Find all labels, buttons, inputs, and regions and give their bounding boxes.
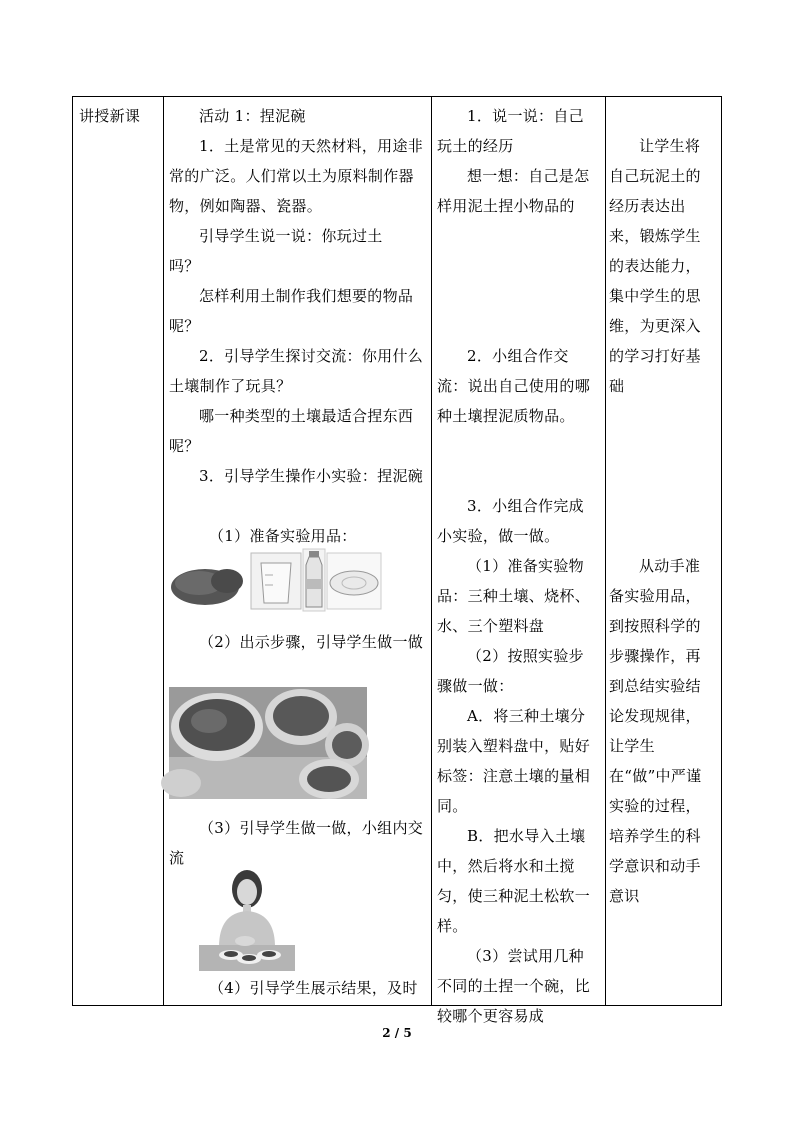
design-intent-cell [605, 97, 723, 1005]
activity-paragraph: （1）准备实验用品： [209, 527, 357, 545]
student-paragraph: （2）按照实验步骤做一做： [437, 647, 584, 695]
student-paragraph: （3）尝试用几种不同的土捏一个碗，比较哪个更容易成 [437, 947, 591, 1025]
student-activity-cell [431, 97, 605, 1025]
student-paragraph: B．把水导入土壤中，然后将水和土搅匀，使三种泥土松软一样。 [437, 827, 591, 935]
materials-image [169, 549, 383, 611]
activity-paragraph: 2．引导学生探讨交流：你用什么土壤制作了玩具？ [169, 347, 424, 395]
section-label: 讲授新课 [79, 107, 141, 125]
activity-paragraph: 哪一种类型的土壤最适合捏东西呢？ [169, 407, 414, 455]
student-paragraph: （1）准备实验物品：三种土壤、烧杯、水、三个塑料盘 [437, 557, 591, 635]
student-paragraph: 3．小组合作完成小实验，做一做。 [437, 497, 584, 545]
activity-paragraph: （2）出示步骤，引导学生做一做 [199, 633, 424, 651]
student-photo [199, 867, 295, 971]
soil-bowls-photo [169, 687, 367, 799]
activity-paragraph: （3）引导学生做一做，小组内交流 [169, 819, 424, 867]
lesson-table [72, 96, 722, 1025]
bottle-icon [309, 551, 319, 557]
activity-paragraph: 3．引导学生操作小实验：捏泥碗 [199, 467, 424, 485]
student-paragraph: A．将三种土壤分别装入塑料盘中，贴好标签：注意土壤的量相同。 [437, 707, 591, 815]
student-paragraph: 1．说一说：自己玩土的经历 [437, 107, 584, 155]
student-paragraph: 2．小组合作交流：说出自己使用的哪种土壤捏泥质物品。 [437, 347, 591, 425]
activity-paragraph: 怎样利用土制作我们想要的物品呢？ [169, 287, 414, 335]
student-paragraph: 想一想：自己是怎样用泥土捏小物品的 [437, 167, 590, 215]
activity-paragraph: 引导学生说一说：你玩过土吗？ [169, 227, 383, 275]
design-intent-paragraph: 让学生将自己玩泥土的经历表达出来，锻炼学生的表达能力，集中学生的思维，为更深入的学习打好基础 [609, 137, 701, 395]
design-intent-paragraph: 从动手准备实验用品，到按照科学的步骤操作，再到总结实验结论发现规律，让学生在“做”中严谨实验的过程，培养学生的科学意识和动手意识 [609, 557, 702, 905]
teacher-activity-cell [163, 97, 431, 1005]
activity-title: 活动 1：捏泥碗 [199, 107, 306, 125]
activity-paragraph: 1．土是常见的天然材料，用途非常的广泛。人们常以土为原料制作器物，例如陶器、瓷器。 [169, 137, 424, 215]
section-label-cell [73, 97, 163, 1005]
plate-icon [330, 571, 378, 595]
activity-paragraph: （4）引导学生展示结果，及时 [209, 979, 418, 997]
beaker-icon [261, 563, 291, 603]
page-number: 2 / 5 [382, 1026, 412, 1040]
